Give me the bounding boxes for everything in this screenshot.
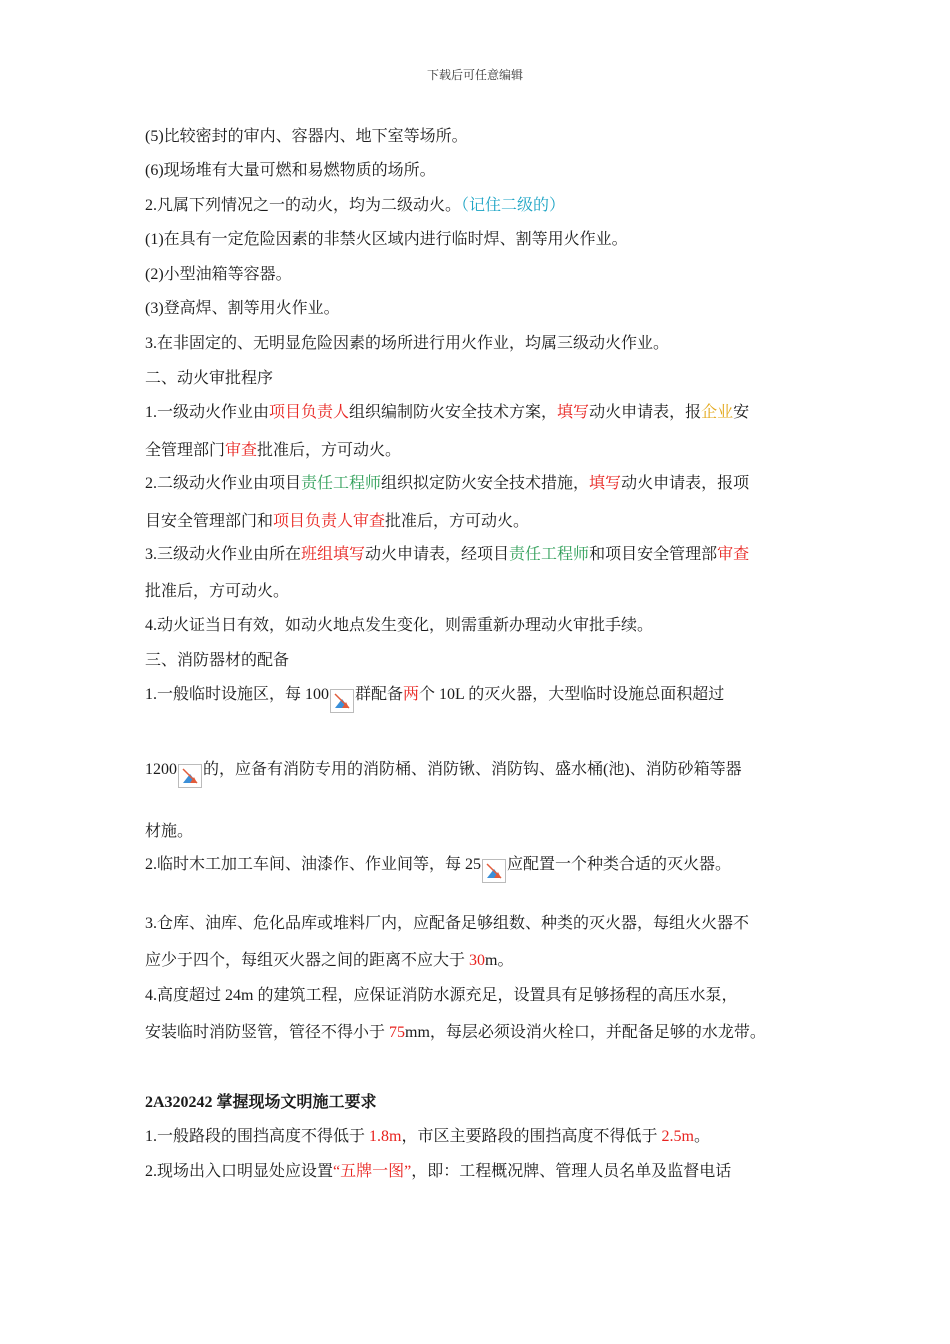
text-line: 2.凡属下列情况之一的动火，均为二级动火。（记住二级的） — [145, 197, 566, 214]
broken-image-icon — [482, 859, 506, 883]
text-line: 2.临时木工加工车间、油漆作、作业间等，每 25 应配置一个种类合适的灭火器。 — [145, 855, 731, 883]
text-line: 全管理部门审查批准后，方可动火。 — [145, 442, 402, 459]
text-line: 3.三级动火作业由所在班组填写动火申请表，经项目责任工程师和项目安全管理部审查 — [145, 546, 750, 563]
text-line: (6)现场堆有大量可燃和易燃物质的场所。 — [145, 162, 436, 179]
text-line: 1.一般路段的围挡高度不得低于 1.8m，市区主要路段的围挡高度不得低于 2.5m。 — [145, 1128, 710, 1145]
text-line: 4.动火证当日有效，如动火地点发生变化，则需重新办理动火审批手续。 — [145, 617, 654, 634]
text-line: 2.现场出入口明显处应设置“五牌一图”，即：工程概况牌、管理人员名单及监督电话 — [145, 1163, 732, 1180]
text-line: 2.二级动火作业由项目责任工程师组织拟定防火安全技术措施，填写动火申请表，报项 — [145, 475, 750, 492]
broken-image-icon — [178, 764, 202, 788]
text-line: 4.高度超过 24m 的建筑工程，应保证消防水源充足，设置具有足够扬程的高压水泵， — [145, 987, 738, 1004]
text-line: (1)在具有一定危险因素的非禁火区域内进行临时焊、割等用火作业。 — [145, 231, 628, 248]
subsection-title: 2A320242 掌握现场文明施工要求 — [145, 1094, 377, 1111]
text-line: 材施。 — [145, 823, 194, 840]
text-line: 批准后，方可动火。 — [145, 583, 290, 600]
text-line: 目安全管理部门和项目负责人审查批准后，方可动火。 — [145, 513, 530, 530]
section-heading: 二、动火审批程序 — [145, 370, 274, 387]
text-line: 3.仓库、油库、危化品库或堆料厂内，应配备足够组数、种类的灭火器，每组火火器不 — [145, 915, 750, 932]
text-line: (2)小型油箱等容器。 — [145, 266, 292, 283]
page-header: 下载后可任意编辑 — [426, 68, 523, 82]
text-line: 1.一级动火作业由项目负责人组织编制防火安全技术方案，填写动火申请表，报企业安 — [145, 404, 750, 421]
text-line: 1200 的，应备有消防专用的消防桶、消防锹、消防钩、盛水桶(池)、消防砂箱等器 — [145, 760, 742, 788]
text-line: (3)登高焊、割等用火作业。 — [145, 300, 340, 317]
broken-image-icon — [330, 689, 354, 713]
note-highlight: （记住二级的） — [461, 197, 566, 214]
text-line: 安装临时消防竖管，管径不得小于 75mm，每层必须设消火栓口，并配备足够的水龙带。 — [145, 1024, 766, 1041]
text-line: 3.在非固定的、无明显危险因素的场所进行用火作业，均属三级动火作业。 — [145, 335, 670, 352]
text-line: 应少于四个，每组灭火器之间的距离不应大于 30m。 — [145, 952, 514, 969]
section-heading: 三、消防器材的配备 — [145, 652, 290, 669]
text-line: 1.一般临时设施区，每 100 群配备两个 10L 的灭火器，大型临时设施总面积超过 — [145, 685, 724, 713]
text-line: (5)比较密封的审内、容器内、地下室等场所。 — [145, 128, 468, 145]
